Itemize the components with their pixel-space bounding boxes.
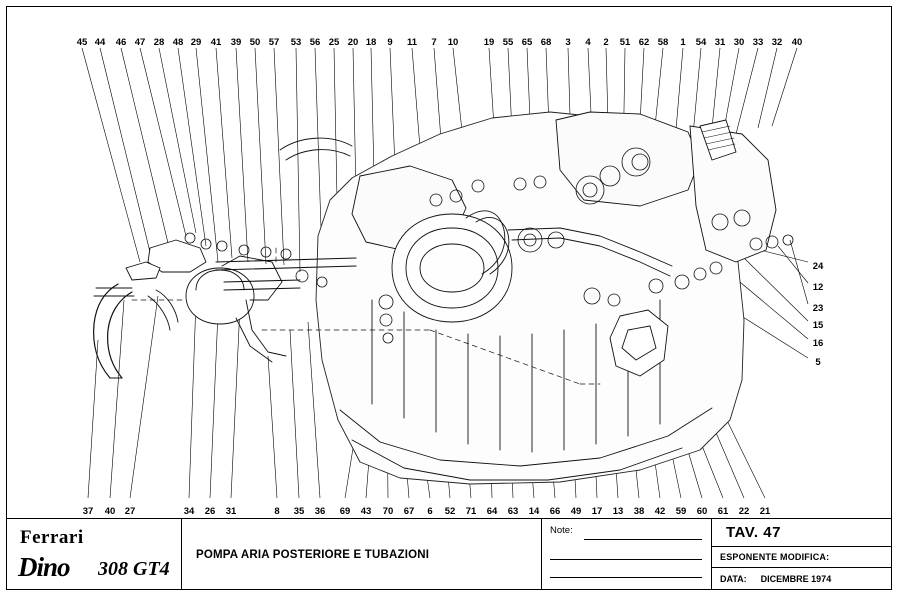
callout-number-2: 2 [603,37,609,48]
callout-number-69: 69 [339,506,351,517]
callout-number-34: 34 [183,506,195,517]
callout-number-29: 29 [190,37,202,48]
callout-number-18: 18 [365,37,377,48]
callout-number-33: 33 [752,37,764,48]
callout-number-13: 13 [612,506,624,517]
callout-number-71: 71 [465,506,477,517]
callout-number-40: 40 [791,37,803,48]
callout-number-36: 36 [314,506,326,517]
callout-number-20: 20 [347,37,359,48]
callout-number-46: 46 [115,37,127,48]
callout-number-42: 42 [654,506,666,517]
callout-number-70: 70 [382,506,394,517]
callout-number-53: 53 [290,37,302,48]
callout-number-27: 27 [124,506,136,517]
callout-number-10: 10 [447,37,459,48]
callout-number-43: 43 [360,506,372,517]
callout-number-62: 62 [638,37,650,48]
callout-number-58: 58 [657,37,669,48]
callout-number-32: 32 [771,37,783,48]
callout-number-55: 55 [502,37,514,48]
callout-number-60: 60 [696,506,708,517]
date-value: DICEMBRE 1974 [760,573,832,584]
table-info [712,519,892,590]
callout-number-17: 17 [591,506,603,517]
callout-number-57: 57 [268,37,280,48]
note-write-line [550,559,702,560]
revision-label: ESPONENTE MODIFICA: [720,552,830,562]
callout-number-66: 66 [549,506,561,517]
callout-number-14: 14 [528,506,540,517]
callout-number-5: 5 [815,357,821,368]
callout-number-61: 61 [717,506,729,517]
callout-number-47: 47 [134,37,146,48]
brand-model-number: 308 GT4 [98,558,170,580]
callout-number-26: 26 [204,506,216,517]
callout-number-24: 24 [812,261,824,272]
date-label: DATA: [720,573,747,584]
title-block [6,518,892,590]
callout-number-31: 31 [225,506,237,517]
callout-number-68: 68 [540,37,552,48]
note-write-line [584,539,702,540]
table-number-row [712,519,892,547]
callout-number-41: 41 [210,37,222,48]
callout-number-52: 52 [444,506,456,517]
callout-number-28: 28 [153,37,165,48]
callout-number-3: 3 [565,37,571,48]
callout-number-56: 56 [309,37,321,48]
callout-number-44: 44 [94,37,106,48]
drawing-description-text: POMPA ARIA POSTERIORE E TUBAZIONI [196,548,430,561]
callout-number-63: 63 [507,506,519,517]
date-row [712,568,892,589]
callout-number-1: 1 [680,37,686,48]
callout-number-6: 6 [427,506,433,517]
callout-number-31: 31 [714,37,726,48]
table-number: TAV. 47 [726,524,781,541]
brand-name: Ferrari [20,527,84,548]
callout-number-51: 51 [619,37,631,48]
callout-number-48: 48 [172,37,184,48]
callout-number-64: 64 [486,506,498,517]
note-write-line [550,577,702,578]
revision-row [712,547,892,568]
callout-number-21: 21 [759,506,771,517]
note-field[interactable] [542,519,712,590]
callout-number-22: 22 [738,506,750,517]
callout-number-39: 39 [230,37,242,48]
callout-number-45: 45 [76,37,88,48]
callout-number-25: 25 [328,37,340,48]
callout-number-4: 4 [585,37,591,48]
callout-number-38: 38 [633,506,645,517]
callout-number-37: 37 [82,506,94,517]
callout-number-59: 59 [675,506,687,517]
callout-number-49: 49 [570,506,582,517]
callout-number-7: 7 [431,37,437,48]
callout-number-40: 40 [104,506,116,517]
callout-number-35: 35 [293,506,305,517]
callout-number-54: 54 [695,37,707,48]
callout-number-9: 9 [387,37,393,48]
callout-number-67: 67 [403,506,415,517]
exploded-diagram [6,6,892,518]
callout-number-11: 11 [406,37,418,48]
callout-number-50: 50 [249,37,261,48]
callout-number-12: 12 [812,282,824,293]
callout-number-30: 30 [733,37,745,48]
callout-number-23: 23 [812,303,824,314]
callout-number-19: 19 [483,37,495,48]
callout-number-16: 16 [812,338,824,349]
note-label: Note: [550,525,573,536]
drawing-description [182,519,542,590]
callout-number-65: 65 [521,37,533,48]
brand-logo [6,519,182,590]
callout-number-8: 8 [274,506,280,517]
callout-number-15: 15 [812,320,824,331]
brand-script: Dino [18,552,70,582]
